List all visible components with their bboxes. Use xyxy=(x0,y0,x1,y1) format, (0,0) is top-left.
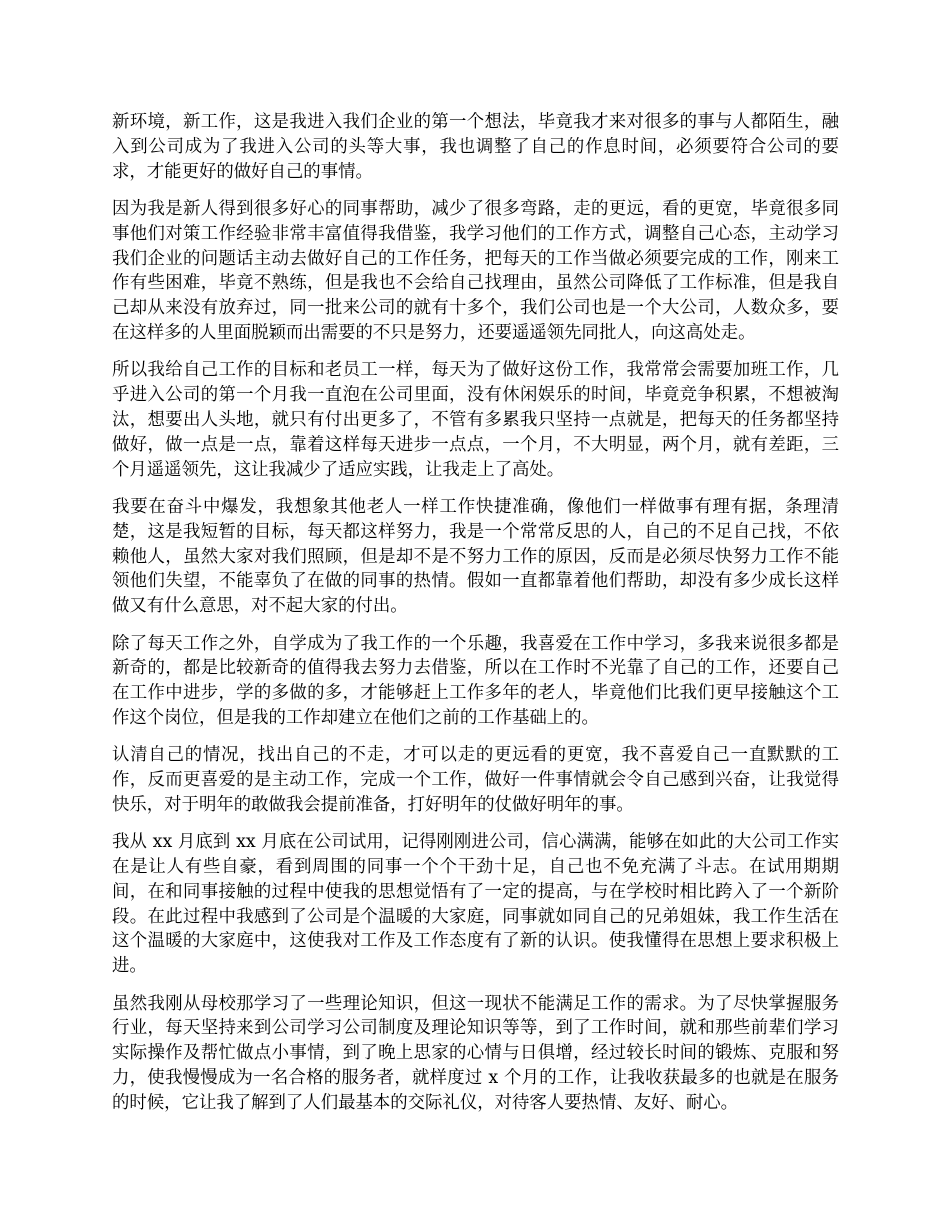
paragraph-6: 认清自己的情况，找出自己的不走，才可以走的更远看的更宽，我不喜爱自己一直默默的工作，反而更喜爱的是主动工作，完成一个工作，做好一件事情就会令自己感到兴奋，让我觉得快乐，对于明年的敢做我会提前准备，打好明年的仗做好明年的事。 xyxy=(112,745,839,815)
paragraph-4: 我要在奋斗中爆发，我想象其他老人一样工作快捷准确，像他们一样做事有理有据，条理清楚，这是我短暂的目标，每天都这样努力，我是一个常常反思的人，自己的不足自己找，不依赖他人，虽然大家对我们照顾，但是却不是不努力工作的原因，反而是必须尽快努力工作不能领他们失望，不能辜负了在做的同事的热情。假如一直都靠着他们帮助，却没有多少成长这样做又有什么意思，对不起大家的付出。 xyxy=(112,496,839,617)
paragraph-1: 新环境，新工作，这是我进入我们企业的第一个想法，毕竟我才来对很多的事与人都陌生，融入到公司成为了我进入公司的头等大事，我也调整了自己的作息时间，必须要符合公司的要求，才能更好的做好自己的事情。 xyxy=(112,112,839,182)
paragraph-2: 因为我是新人得到很多好心的同事帮助，减少了很多弯路，走的更远，看的更宽，毕竟很多同事他们对策工作经验非常丰富值得我借鉴，我学习他们的工作方式，调整自己心态，主动学习我们企业的问题话主动去做好自己的工作任务，把每天的工作当做必须要完成的工作，刚来工作有些困难，毕竟不熟练，但是我也不会给自己找理由，虽然公司降低了工作标准，但是我自己却从来没有放弃过，同一批来公司的就有十多个，我们公司也是一个大公司，人数众多，要在这样多的人里面脱颖而出需要的不只是努力，还要遥遥领先同批人，向这高处走。 xyxy=(112,198,839,343)
paragraph-8: 虽然我刚从母校那学习了一些理论知识，但这一现状不能满足工作的需求。为了尽快掌握服务行业，每天坚持来到公司学习公司制度及理论知识等等，到了工作时间，就和那些前辈们学习实际操作及帮忙做点小事情，到了晚上思家的心情与日俱增，经过较长时间的锻炼、克服和努力，使我慢慢成为一名合格的服务者，就样度过 x 个月的工作，让我收获最多的也就是在服务的时候，它让我了解到了人们最基本的交际礼仪，对待客人要热情、友好、耐心。 xyxy=(112,993,839,1113)
document-body xyxy=(112,110,839,1128)
paragraph-3: 所以我给自己工作的目标和老员工一样，每天为了做好这份工作，我常常会需要加班工作，几乎进入公司的第一个月我一直泡在公司里面，没有休闲娱乐的时间，毕竟竞争积累，不想被淘汰，想要出人头地，就只有付出更多了，不管有多累我只坚持一点就是，把每天的任务都坚持做好，做一点是一点，靠着这样每天进步一点点，一个月，不大明显，两个月，就有差距，三个月遥遥领先，这让我减少了适应实践，让我走上了高处。 xyxy=(112,360,839,480)
paragraph-7: 我从 xx 月底到 xx 月底在公司试用，记得刚刚进公司，信心满满，能够在如此的大公司工作实在是让人有些自豪，看到周围的同事一个个干劲十足，自己也不免充满了斗志。在试用期期间，在和同事接触的过程中使我的思想觉悟有了一定的提高，与在学校时相比跨入了一个新阶段。在此过程中我感到了公司是个温暖的大家庭，同事就如同自己的兄弟姐妹，我工作生活在这个温暖的大家庭中，这使我对工作及工作态度有了新的认识。使我懂得在思想上要求积极上进。 xyxy=(112,832,839,977)
paragraph-5: 除了每天工作之外，自学成为了我工作的一个乐趣，我喜爱在工作中学习，多我来说很多都是新奇的，都是比较新奇的值得我去努力去借鉴，所以在工作时不光靠了自己的工作，还要自己在工作中进步，学的多做的多，才能够赶上工作多年的老人，毕竟他们比我们更早接触这个工作这个岗位，但是我的工作却建立在他们之前的工作基础上的。 xyxy=(112,633,839,728)
